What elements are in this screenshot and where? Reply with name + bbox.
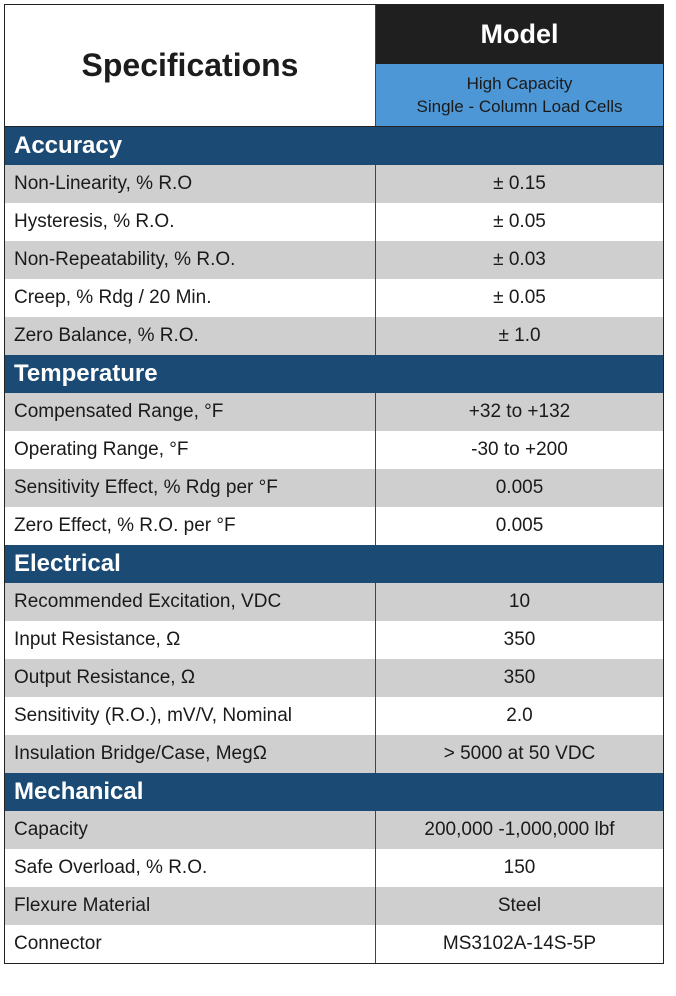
- table-row: [5, 659, 663, 697]
- row-label: Non-Repeatability, % R.O.: [5, 241, 376, 279]
- section-mechanical: Mechanical: [5, 773, 663, 811]
- table-row: [5, 735, 663, 773]
- table-row: [5, 887, 663, 925]
- row-value: ± 0.05: [493, 211, 546, 232]
- specifications-table: [4, 4, 664, 964]
- model-description: [376, 64, 663, 126]
- row-value: 10: [508, 591, 531, 612]
- row-value: ± 0.05: [493, 287, 546, 308]
- row-label: Hysteresis, % R.O.: [5, 203, 376, 241]
- row-label: Operating Range, °F: [5, 431, 376, 469]
- row-value: 0.005: [495, 477, 544, 498]
- table-row: [5, 583, 663, 621]
- row-value: ± 1.0: [498, 325, 541, 346]
- row-value: MS3102A-14S-5P: [442, 933, 597, 954]
- table-row: [5, 431, 663, 469]
- row-label: Sensitivity (R.O.), mV/V, Nominal: [5, 697, 376, 735]
- row-label: Safe Overload, % R.O.: [5, 849, 376, 887]
- row-label: Flexure Material: [5, 887, 376, 925]
- row-label: Capacity: [5, 811, 376, 849]
- row-label: Insulation Bridge/Case, MegΩ: [5, 735, 376, 773]
- table-header: [5, 5, 663, 127]
- row-label: Input Resistance, Ω: [5, 621, 376, 659]
- row-value: ± 0.15: [493, 173, 546, 194]
- table-row: [5, 507, 663, 545]
- row-value: 2.0: [506, 705, 533, 726]
- table-row: [5, 241, 663, 279]
- row-label: Compensated Range, °F: [5, 393, 376, 431]
- row-value: -30 to +200: [471, 439, 568, 460]
- model-label: Model: [376, 5, 663, 64]
- table-row: [5, 469, 663, 507]
- table-row: [5, 925, 663, 963]
- row-value: 0.005: [495, 515, 544, 536]
- row-label: Creep, % Rdg / 20 Min.: [5, 279, 376, 317]
- row-label: Connector: [5, 925, 376, 963]
- section-temperature: Temperature: [5, 355, 663, 393]
- specifications-title: Specifications: [5, 5, 376, 126]
- section-electrical: Electrical: [5, 545, 663, 583]
- table-row: [5, 393, 663, 431]
- table-row: [5, 621, 663, 659]
- model-header: [376, 5, 663, 126]
- row-label: Zero Balance, % R.O.: [5, 317, 376, 355]
- row-label: Recommended Excitation, VDC: [5, 583, 376, 621]
- row-label: Non-Linearity, % R.O: [5, 165, 376, 203]
- row-value: 350: [503, 667, 536, 688]
- row-value: > 5000 at 50 VDC: [443, 743, 596, 764]
- row-value: 200,000 -1,000,000 lbf: [424, 819, 615, 840]
- table-row: [5, 849, 663, 887]
- table-row: [5, 317, 663, 355]
- row-label: Sensitivity Effect, % Rdg per °F: [5, 469, 376, 507]
- table-row: [5, 697, 663, 735]
- row-value: 350: [503, 629, 536, 650]
- model-line-1: High Capacity: [466, 74, 573, 93]
- row-label: Output Resistance, Ω: [5, 659, 376, 697]
- table-row: [5, 811, 663, 849]
- table-row: [5, 203, 663, 241]
- row-value: ± 0.03: [493, 249, 546, 270]
- row-value: +32 to +132: [468, 401, 571, 422]
- row-label: Zero Effect, % R.O. per °F: [5, 507, 376, 545]
- table-row: [5, 165, 663, 203]
- model-line-2: Single - Column Load Cells: [416, 97, 623, 116]
- row-value: 150: [503, 857, 536, 878]
- row-value: Steel: [497, 895, 542, 916]
- table-row: [5, 279, 663, 317]
- section-accuracy: Accuracy: [5, 127, 663, 165]
